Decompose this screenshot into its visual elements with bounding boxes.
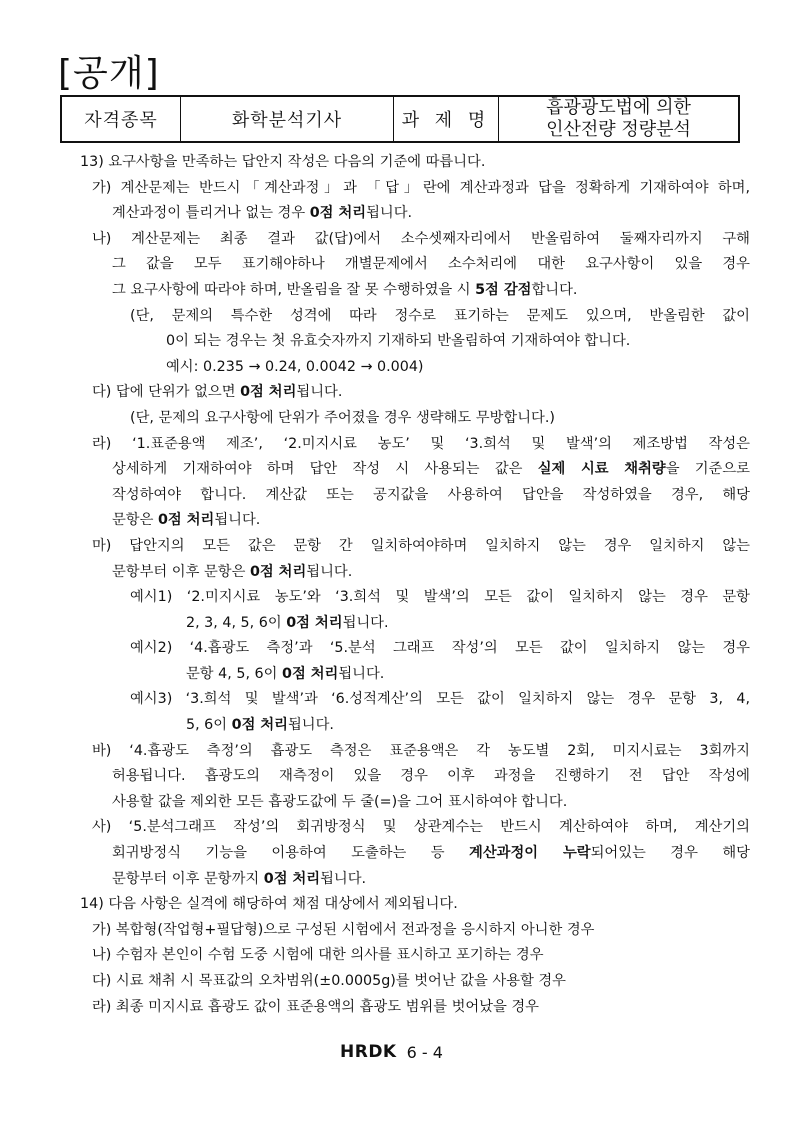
instruction-line [60, 508, 750, 534]
line-text: 사) ‘5.분석그래프 작성’의 회귀방정식 및 상관계수는 반드시 계산하여야 하며, 계산기의 [92, 819, 750, 836]
line-text: 바) ‘4.흡광도 측정’의 흡광도 측정은 표준용액은 각 농도별 2회, 미지시료는 3회까지 [92, 742, 750, 759]
emphasis-text: 0점 처리 [282, 665, 339, 682]
line-text: 됩니다. [296, 384, 343, 401]
line-text: 다) 시료 채취 시 목표값의 오차범위(±0.0005g)를 벗어난 값을 사용할 경우 [92, 973, 566, 989]
instruction-line [60, 483, 750, 509]
instruction-line [60, 150, 750, 176]
line-text: 그 값을 모두 표기해야하나 개별문제에서 소수처리에 대한 요구사항이 있을 경우 [112, 256, 750, 273]
line-text: 14) 다음 사항은 실격에 해당하여 채점 대상에서 제외됩니다. [80, 896, 458, 913]
instruction-line [60, 201, 750, 227]
instruction-line [60, 892, 750, 918]
exam-type-label: 자격종목 [61, 96, 181, 142]
line-text: 가) 복합형(작업형+필답형)으로 구성된 시험에서 전과정을 응시하지 아니한 경우 [92, 921, 595, 938]
line-text: 0이 되는 경우는 첫 유효숫자까지 기재하되 반올림하여 기재하여야 합니다. [166, 333, 631, 350]
page-footer [340, 1042, 443, 1062]
line-text: 됩니다. [306, 563, 353, 580]
emphasis-text: 0점 처리 [263, 870, 321, 887]
line-text: 2, 3, 4, 5, 6이 [186, 614, 287, 631]
line-text: 예시: 0.235 → 0.24, 0.0042 → 0.004) [166, 358, 424, 375]
line-text: 허용됩니다. 흡광도의 재측정이 있을 경우 이후 과정을 진행하기 전 답안 작성에 [112, 768, 750, 785]
line-text: 마) 답안지의 모든 값은 문항 간 일치하여야하며 일치하지 않는 경우 일치하지 않는 [92, 537, 750, 554]
instruction-line [60, 304, 750, 330]
line-text: 상세하게 기재하여야 하며 답안 작성 시 사용되는 값은 [112, 461, 538, 478]
instruction-line [60, 406, 750, 432]
instruction-line [60, 918, 750, 944]
line-text: 됩니다. [214, 512, 261, 529]
page-number: 6 - 4 [406, 1042, 443, 1062]
line-text: 예시1) ‘2.미지시료 농도’와 ‘3.희석 및 발색’의 모든 값이 일치하지 않는 경우 문항 [130, 589, 750, 606]
line-text: 합니다. [531, 281, 578, 298]
instruction-line [60, 432, 750, 458]
line-text: 예시2) ‘4.흡광도 측정’과 ‘5.분석 그래프 작성’의 모든 값이 일치하지 않는 경우 [130, 640, 750, 657]
instruction-line [60, 995, 750, 1021]
line-text: 되어있는 경우 해당 [590, 845, 750, 862]
emphasis-text: 실제 시료 채취량 [537, 461, 666, 478]
instruction-line [60, 815, 750, 841]
instruction-line [60, 227, 750, 253]
task-name-label: 과 제 명 [394, 96, 499, 142]
emphasis-text: 계산과정이 누락 [469, 845, 591, 862]
instruction-line [60, 355, 750, 381]
line-text: 됩니다. [338, 665, 385, 682]
instruction-line [60, 969, 750, 995]
instruction-line [60, 176, 750, 202]
instruction-line [60, 841, 750, 867]
emphasis-text: 5점 감점 [475, 281, 532, 298]
line-text: (단, 문제의 특수한 성격에 따라 정수로 표기하는 문제도 있으며, 반올림한 값이 [130, 307, 750, 324]
line-text: 됩니다. [288, 717, 334, 734]
line-text: 13) 요구사항을 만족하는 답안지 작성은 다음의 기준에 따릅니다. [80, 154, 486, 170]
line-text: 문항은 [112, 512, 158, 529]
emphasis-text: 0점 처리 [309, 205, 367, 222]
emphasis-text: 0점 처리 [231, 717, 288, 734]
line-text: 됩니다. [342, 614, 389, 631]
line-text: 예시3) ‘3.희석 및 발색’과 ‘6.성적계산’의 모든 값이 일치하지 않는 경우 문항 3, 4, [130, 691, 750, 708]
instruction-line [60, 329, 750, 355]
line-text: 가) 계산문제는 반드시「계산과정」과 「답」란에 계산과정과 답을 정확하게 기재하여야 하며, [92, 179, 750, 196]
instruction-line [60, 380, 750, 406]
instruction-line [60, 739, 750, 765]
instructions-body [60, 150, 750, 1020]
emphasis-text: 0점 처리 [286, 614, 343, 631]
line-text: 나) 수험자 본인이 수험 도중 시험에 대한 의사를 표시하고 포기하는 경우 [92, 947, 544, 964]
instruction-line [60, 560, 750, 586]
public-badge: [공개] [58, 53, 160, 94]
instruction-line [60, 662, 750, 688]
line-text: 문항부터 이후 문항까지 [112, 870, 264, 887]
line-text: 문항부터 이후 문항은 [112, 563, 250, 580]
instruction-line [60, 713, 750, 739]
instruction-line [60, 867, 750, 893]
exam-type-value: 화학분석기사 [181, 96, 394, 142]
task-name-line1: 흡광광도법에 의한 [546, 97, 691, 118]
line-text: (단, 문제의 요구사항에 단위가 주어졌을 경우 생략해도 무방합니다.) [130, 409, 555, 426]
emphasis-text: 0점 처리 [157, 512, 215, 529]
line-text: 그 요구사항에 따라야 하며, 반올림을 잘 못 수행하였을 시 [112, 281, 476, 298]
line-text: 됩니다. [366, 205, 413, 222]
line-text: 라) 최종 미지시료 흡광도 값이 표준용액의 흡광도 범위를 벗어났을 경우 [92, 998, 539, 1015]
task-name-line2: 인산전량 정량분석 [546, 119, 691, 140]
exam-info-table [60, 95, 740, 143]
emphasis-text: 0점 처리 [249, 563, 307, 580]
line-text: 작성하여야 합니다. 계산값 또는 공지값을 사용하여 답안을 작성하였을 경우, 해당 [112, 486, 750, 503]
instruction-line [60, 790, 750, 816]
line-text: 을 기준으로 [665, 461, 750, 478]
instruction-line [60, 636, 750, 662]
line-text: 라) ‘1.표준용액 제조’, ‘2.미지시료 농도’ 및 ‘3.희석 및 발색’의 제조방법 작성은 [92, 435, 750, 452]
line-text: 사용할 값을 제외한 모든 흡광도값에 두 줄(=)을 그어 표시하여야 합니다. [112, 793, 568, 810]
instruction-line [60, 252, 750, 278]
line-text: 문항 4, 5, 6이 [186, 665, 282, 682]
line-text: 계산과정이 틀리거나 없는 경우 [112, 205, 310, 222]
line-text: 5, 6이 [186, 717, 232, 734]
line-text: 나) 계산문제는 최종 결과 값(답)에서 소수셋째자리에서 반올림하여 둘째자리까지 구해 [92, 230, 750, 247]
line-text: 다) 답에 단위가 없으면 [92, 384, 241, 401]
line-text: 됩니다. [320, 870, 367, 887]
line-text: 회귀방정식 기능을 이용하여 도출하는 등 [112, 845, 470, 862]
instruction-line [60, 687, 750, 713]
instruction-line [60, 278, 750, 304]
emphasis-text: 0점 처리 [240, 384, 297, 401]
instruction-line [60, 764, 750, 790]
instruction-line [60, 585, 750, 611]
instruction-line [60, 457, 750, 483]
instruction-line [60, 534, 750, 560]
instruction-line [60, 943, 750, 969]
instruction-line [60, 611, 750, 637]
task-name-value [499, 96, 740, 142]
hrdk-logo: HRDK [340, 1042, 397, 1062]
